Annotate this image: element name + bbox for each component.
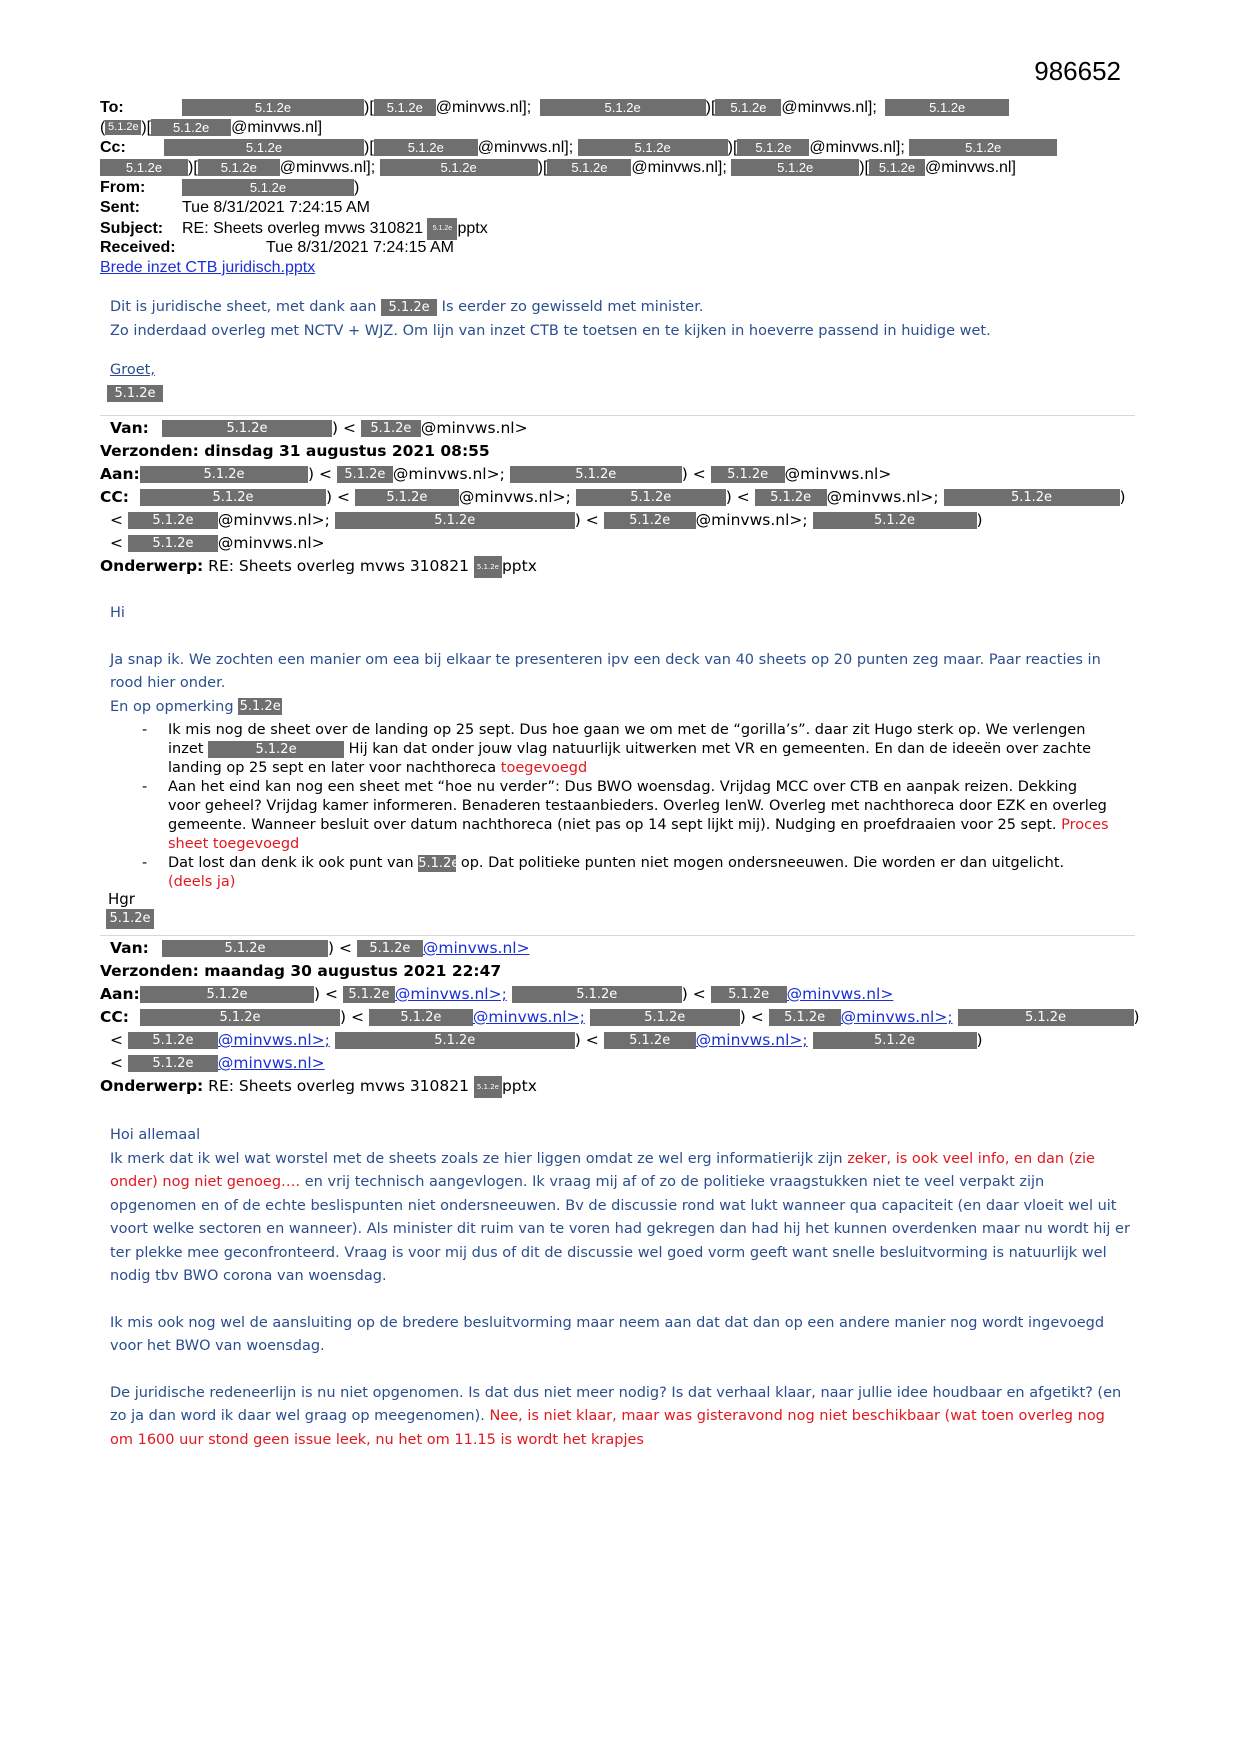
redaction-box: 5.1.2e [208, 741, 344, 758]
email-domain: @minvws.nl>; [695, 511, 808, 529]
verzonden-line: Verzonden: dinsdag 31 augustus 2021 08:55 [100, 442, 490, 460]
onderwerp-label: Onderwerp: [100, 1077, 204, 1095]
text-span: Aan het eind kan nog een sheet met “hoe nu verder”: Dus BWO woensdag. Vrijdag MCC over CTB en aanpak reizen. Dekking voor geheel? Vrijdag kamer informeren. Benaderen testaanbieders. Overleg IenW. Overleg met nachthoreca door EZK en overleg gemeente. Wanneer besluit over datum nachthoreca (niet pas op 14 sept lijkt mij). Nudging en proefdraaien voor 25 sept. [168, 779, 1107, 833]
text-span: Ik mis nog de sheet over de landing op 25 sept. Dus hoe gaan we om met de “gorilla’s”. daar zit Hugo sterk op. We verlengen inzet [168, 722, 1086, 757]
aan-label: Aan: [100, 985, 140, 1003]
email-domain: @minvws.nl>; [826, 488, 939, 506]
redaction-box: 5.1.2e [885, 99, 1009, 116]
red-annotation: Nee, is niet klaar, maar was gisteravond nog niet beschikbaar (wat toen overleg nog om 1600 uur stond geen issue leek, nu het om 11.15 is wordt het krapjes [110, 1408, 1105, 1448]
text-span: Dat lost dan denk ik ook punt van [168, 855, 414, 871]
email-domain: @minvws.nl]; [279, 159, 376, 176]
redaction-box: 5.1.2e [239, 699, 281, 714]
redaction-box: 5.1.2e [128, 1032, 218, 1049]
redaction-box: 5.1.2e [374, 99, 436, 116]
redaction-box: 5.1.2e [944, 489, 1120, 506]
email-link[interactable]: @minvws.nl> [217, 1054, 325, 1072]
email-domain: @minvws.nl] [231, 119, 323, 136]
message-1-line-1 [110, 296, 1130, 320]
redaction-box: 5.1.2e [128, 512, 218, 529]
van-label: Van: [110, 419, 149, 437]
redaction-box: 5.1.2e [337, 466, 393, 483]
redaction-box: 5.1.2e [909, 139, 1057, 156]
redaction-box: 5.1.2e [140, 986, 314, 1003]
redaction-box: 5.1.2e [813, 512, 977, 529]
message-1-body [110, 296, 1130, 406]
sent-value: Tue 8/31/2021 7:24:15 AM [182, 199, 370, 216]
greeting: Groet, [110, 362, 155, 378]
attachment-link[interactable]: Brede inzet CTB juridisch.pptx [100, 259, 316, 276]
message-3-body [110, 1124, 1130, 1452]
redaction-box: 5.1.2e [590, 1009, 740, 1026]
message-3-paragraph-1 [110, 1148, 1130, 1289]
email-domain: @minvws.nl]; [477, 139, 574, 156]
van-label: Van: [110, 939, 149, 957]
red-annotation: Proces sheet toegevoegd [168, 817, 1109, 852]
bullet-item-1 [110, 721, 1110, 778]
redaction-box: 5.1.2e [427, 218, 457, 240]
redaction-box: 5.1.2e [755, 489, 827, 506]
redaction-box: 5.1.2e [162, 420, 332, 437]
redaction-box: 5.1.2e [958, 1009, 1134, 1026]
verzonden-line: Verzonden: maandag 30 augustus 2021 22:47 [100, 962, 502, 980]
redaction-box: 5.1.2e [474, 556, 502, 578]
redaction-box: 5.1.2e [369, 1009, 473, 1026]
message-3-paragraph-3 [110, 1382, 1130, 1453]
text-span: en vrij technisch aangevlogen. Ik vraag mij af of zo de politieke vraagstukken niet te veel verpakt zijn opgenomen en of de echte beslispunten niet ondersneeuwen. Bv de discussie rond wat lukt wanneer qua capaciteit (en daar vloeit wel uit voort welke sectoren en wanneer). Als minister dit ruim van te voren had gekregen dan had hij het kunnen overdenken maar nu wordt hij er ter plekke mee geconfronteerd. Vraag is voor mij dus of dit de discussie wel goed vorm geeft want snelle besluitvorming is natuurlijk wel nodig tbv BWO corona van woensdag. [110, 1174, 1130, 1284]
mail-2-cc-2: < 5.1.2e @minvws.nl>; 5.1.2e ) < 5.1.2e @minvws.nl>; 5.1.2e ) [110, 511, 983, 529]
onderwerp-suffix: pptx [501, 1077, 537, 1095]
mail-2-aan: Aan: 5.1.2e ) < 5.1.2e @minvws.nl>; 5.1.2e ) < 5.1.2e @minvws.nl> [100, 463, 891, 486]
email-link[interactable]: @minvws.nl>; [394, 985, 507, 1003]
email-domain: @minvws.nl>; [458, 488, 571, 506]
email-domain: @minvws.nl> [217, 534, 325, 552]
redaction-box: 5.1.2e [128, 535, 218, 552]
mail-2-onderwerp [100, 555, 537, 578]
received-label: Received: [100, 239, 176, 256]
cc-line: Cc: 5.1.2e )[ 5.1.2e @minvws.nl]; 5.1.2e )[ 5.1.2e @minvws.nl]; 5.1.2e [100, 138, 1057, 158]
onderwerp-suffix: pptx [501, 557, 537, 575]
mail-3-aan: Aan: 5.1.2e ) < 5.1.2e @minvws.nl>; 5.1.2e ) < 5.1.2e @minvws.nl> [100, 983, 893, 1006]
redaction-box: 5.1.2e [711, 466, 785, 483]
redaction-box: 5.1.2e [357, 940, 423, 957]
email-link[interactable]: @minvws.nl>; [217, 1031, 330, 1049]
mail-3-cc-3: < 5.1.2e @minvws.nl> [110, 1054, 325, 1072]
subject-suffix: pptx [457, 220, 488, 238]
bullet-item-3 [110, 854, 1110, 892]
to-line: To: 5.1.2e )[ 5.1.2e @minvws.nl]; 5.1.2e )[ 5.1.2e @minvws.nl]; 5.1.2e [100, 98, 1009, 118]
redaction-box: 5.1.2e [604, 1032, 696, 1049]
redaction-box: 5.1.2e [335, 1032, 575, 1049]
redaction-box: 5.1.2e [813, 1032, 977, 1049]
separator-line [100, 935, 1135, 936]
cc-label: CC: [100, 1008, 129, 1026]
cc-label: Cc: [100, 139, 126, 156]
received-line [100, 238, 454, 258]
from-line: From: 5.1.2e ) [100, 179, 360, 196]
sent-label: Sent: [100, 199, 140, 216]
redaction-box: 5.1.2e [604, 512, 696, 529]
document-number: 986652 [1034, 56, 1121, 86]
onderwerp-prefix: RE: Sheets overleg mvws 310821 [208, 1077, 469, 1095]
text-span: Ik merk dat ik wel wat worstel met de sheets zoals ze hier liggen omdat ze wel erg informatierijk zijn [110, 1150, 843, 1167]
email-link[interactable]: @minvws.nl>; [472, 1008, 585, 1026]
redaction-box: 5.1.2e [151, 119, 231, 136]
sent-line [100, 198, 370, 218]
mail-2-van: Van: 5.1.2e ) < 5.1.2e @minvws.nl> [100, 417, 528, 440]
to-label: To: [100, 99, 124, 116]
email-domain: @minvws.nl>; [217, 511, 330, 529]
redaction-box: 5.1.2e [140, 1009, 340, 1026]
redaction-box: 5.1.2e [578, 139, 728, 156]
text-span: Hij kan dat onder jouw vlag natuurlijk uitwerken met VR en gemeenten. En dan de ideeën over zachte landing op 25 sept en later voor nachthoreca [168, 741, 1092, 776]
mail-3-cc: CC: 5.1.2e ) < 5.1.2e @minvws.nl>; 5.1.2e ) < 5.1.2e @minvws.nl>; 5.1.2e ) [100, 1006, 1140, 1029]
redaction-box: 5.1.2e [162, 940, 328, 957]
redaction-box: 5.1.2e [737, 139, 809, 156]
redaction-box: 5.1.2e [381, 299, 437, 316]
redaction-box: 5.1.2e [198, 159, 280, 176]
redaction-box: 5.1.2e [100, 159, 188, 176]
redaction-box: 5.1.2e [335, 512, 575, 529]
redaction-box: 5.1.2e [361, 420, 421, 437]
redaction-box: 5.1.2e [510, 466, 682, 483]
redaction-box: 5.1.2e [869, 159, 925, 176]
text-span: De juridische redeneerlijn is nu niet opgenomen. Is dat dus niet meer nodig? Is dat verhaal klaar, naar jullie idee houdbaar en afgetikt? (en zo ja dan word ik daar wel graag op meegenomen). [110, 1384, 1122, 1424]
redaction-box: 5.1.2e [576, 489, 726, 506]
redaction-box: 5.1.2e [128, 1055, 218, 1072]
email-domain: @minvws.nl]; [631, 159, 727, 176]
redaction-box: 5.1.2e [140, 466, 308, 483]
redaction-box: 5.1.2e [512, 986, 682, 1003]
red-annotation: (deels ja) [168, 874, 236, 890]
cc-line-2: 5.1.2e )[ 5.1.2e @minvws.nl]; 5.1.2e )[ 5.1.2e @minvws.nl]; 5.1.2e )[ 5.1.2e @minvws.nl] [100, 158, 1016, 178]
redaction-box: 5.1.2e [715, 99, 781, 116]
separator-line [100, 415, 1135, 416]
redaction-box: 5.1.2e [418, 855, 460, 871]
email-domain: @minvws.nl]; [809, 139, 905, 156]
mail-3-onderwerp [100, 1075, 537, 1098]
redaction-box: 5.1.2e [374, 139, 478, 156]
from-label: From: [100, 179, 146, 196]
email-link[interactable]: @minvws.nl> [422, 939, 530, 957]
email-domain: @minvws.nl]; [781, 99, 877, 116]
message-2-paragraph-2 [110, 696, 1130, 720]
message-3-paragraph-2: Ik mis ook nog wel de aansluiting op de bredere besluitvorming maar neem aan dat dat dan op een andere manier nog wordt ingevoegd voor het BWO van woensdag. [110, 1314, 1105, 1354]
message-2-body [110, 602, 1130, 719]
redaction-box: 5.1.2e [540, 99, 706, 116]
bullet-list [110, 721, 1110, 892]
signature-line [106, 909, 154, 929]
email-link[interactable]: @minvws.nl>; [840, 1008, 953, 1026]
mail-3-verzonden [100, 960, 501, 983]
redaction-box: 5.1.2e [182, 179, 354, 196]
onderwerp-label: Onderwerp: [100, 557, 204, 575]
email-domain: @minvws.nl> [420, 419, 528, 437]
subject-label: Subject: [100, 220, 164, 238]
redaction-box: 5.1.2e [164, 139, 364, 156]
text-span: op. Dat politieke punten niet mogen ondersneeuwen. Die worden er dan uitgelicht. [460, 855, 1065, 871]
greeting-hi: Hi [110, 605, 125, 621]
aan-label: Aan: [100, 465, 140, 483]
closing-hgr: Hgr [108, 890, 135, 908]
subject-line [100, 218, 488, 240]
received-value: Tue 8/31/2021 7:24:15 AM [266, 239, 454, 256]
subject-prefix: RE: Sheets overleg mvws 310821 [182, 220, 424, 238]
message-1-line-2: Zo inderdaad overleg met NCTV + WJZ. Om lijn van inzet CTB te toetsen en te kijken in hoeverre passend in huidige wet. [110, 322, 991, 339]
redaction-box: 5.1.2e [547, 159, 631, 176]
cc-label: CC: [100, 488, 129, 506]
to-line-2: ( 5.1.2e )[ 5.1.2e @minvws.nl] [100, 119, 323, 136]
text-span: Is eerder zo gewisseld met minister. [441, 299, 704, 315]
greeting-hoi: Hoi allemaal [110, 1127, 201, 1143]
text-span: Dit is juridische sheet, met dank aan [110, 299, 377, 315]
redaction-box: 5.1.2e [140, 489, 326, 506]
redaction-box: 5.1.2e [380, 159, 538, 176]
redaction-box: 5.1.2e [105, 120, 141, 135]
red-annotation: toegevoegd [500, 760, 588, 776]
signature-redaction: 5.1.2e [107, 385, 163, 402]
signature-redaction: 5.1.2e [106, 909, 154, 929]
email-link[interactable]: @minvws.nl>; [695, 1031, 808, 1049]
mail-2-cc: CC: 5.1.2e ) < 5.1.2e @minvws.nl>; 5.1.2e ) < 5.1.2e @minvws.nl>; 5.1.2e ) [100, 486, 1126, 509]
redaction-box: 5.1.2e [474, 1076, 502, 1098]
mail-3-cc-2: < 5.1.2e @minvws.nl>; 5.1.2e ) < 5.1.2e @minvws.nl>; 5.1.2e ) [110, 1031, 983, 1049]
redaction-box: 5.1.2e [355, 489, 459, 506]
email-domain: @minvws.nl]; [435, 99, 532, 116]
mail-3-van: Van: 5.1.2e ) < 5.1.2e @minvws.nl> [100, 937, 530, 960]
email-domain: @minvws.nl] [925, 159, 1016, 176]
email-link[interactable]: @minvws.nl> [786, 985, 894, 1003]
onderwerp-prefix: RE: Sheets overleg mvws 310821 [208, 557, 469, 575]
message-2-paragraph-1: Ja snap ik. We zochten een manier om eea bij elkaar te presenteren ipv een deck van 40 sheets op 20 punten zeg maar. Paar reacties in rood hier onder. [110, 651, 1101, 691]
mail-2-verzonden [100, 440, 490, 463]
email-domain: @minvws.nl>; [392, 465, 505, 483]
redaction-box: 5.1.2e [731, 159, 859, 176]
redaction-box: 5.1.2e [711, 986, 787, 1003]
redaction-box: 5.1.2e [182, 99, 364, 116]
red-annotation: zeker, is ook veel info, en dan (zie onder) nog niet genoeg…. [110, 1150, 1095, 1190]
text-span: En op opmerking [110, 698, 234, 715]
bullet-item-2 [110, 778, 1110, 854]
mail-2-cc-3: < 5.1.2e @minvws.nl> [110, 534, 325, 552]
redaction-box: 5.1.2e [769, 1009, 841, 1026]
redaction-box: 5.1.2e [343, 986, 395, 1003]
email-domain: @minvws.nl> [784, 465, 892, 483]
